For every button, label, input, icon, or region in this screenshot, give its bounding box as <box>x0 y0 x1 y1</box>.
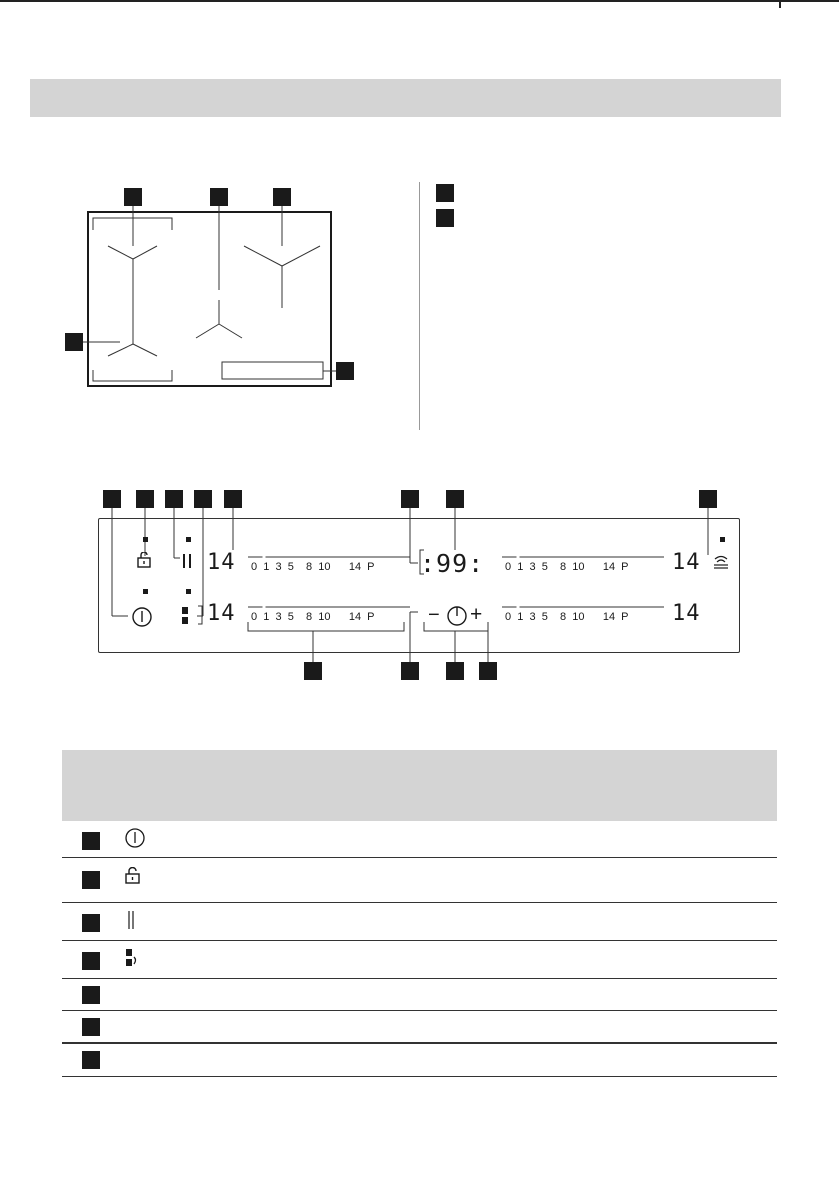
power-display-rear-left: 14 <box>207 601 236 626</box>
row-badge <box>82 871 100 889</box>
power-scale-front-right[interactable]: 0 1 3 5 8 10 14 P <box>505 561 629 573</box>
lock-icon <box>124 867 142 885</box>
indicator-dot <box>143 537 148 542</box>
callout-badge <box>304 662 322 680</box>
lock-icon[interactable] <box>136 552 152 568</box>
table-row <box>62 821 777 858</box>
power-icon[interactable] <box>131 606 153 628</box>
timer-display: :99: <box>420 549 485 578</box>
hob-hood-icon[interactable] <box>712 553 730 571</box>
pause-icon[interactable] <box>181 553 193 569</box>
callout-badge <box>446 662 464 680</box>
table-row <box>62 858 777 903</box>
row-badge <box>82 1018 100 1036</box>
bridge-icon[interactable] <box>180 606 192 626</box>
row-badge <box>82 914 100 932</box>
row-badge <box>82 986 100 1004</box>
table-header <box>62 750 777 821</box>
row-badge <box>82 832 100 850</box>
power-scale-rear-left[interactable]: 0 1 3 5 8 10 14 P <box>251 611 375 623</box>
indicator-dot <box>186 537 191 542</box>
power-display-front-left: 14 <box>207 550 236 575</box>
timer-minus-button[interactable]: − <box>428 604 440 626</box>
callout-badge <box>479 662 497 680</box>
power-display-rear-right: 14 <box>672 601 701 626</box>
power-scale-rear-right[interactable]: 0 1 3 5 8 10 14 P <box>505 611 629 623</box>
table-row <box>62 979 777 1011</box>
timer-icon[interactable] <box>446 605 468 627</box>
callout-badge <box>401 662 419 680</box>
pause-icon <box>124 909 138 931</box>
indicator-dot <box>143 589 148 594</box>
row-badge <box>82 952 100 970</box>
table-row <box>62 1011 777 1043</box>
timer-plus-button[interactable]: + <box>470 603 483 626</box>
table-row <box>62 903 777 941</box>
power-icon <box>124 827 146 849</box>
indicator-dot <box>186 589 191 594</box>
power-display-front-right: 14 <box>672 550 701 575</box>
power-scale-front-left[interactable]: 0 1 3 5 8 10 14 P <box>251 561 375 573</box>
bridge-icon <box>124 948 140 968</box>
indicator-dot <box>720 537 725 542</box>
table-row <box>62 1043 777 1077</box>
table-row <box>62 941 777 979</box>
row-badge <box>82 1051 100 1069</box>
symbol-table <box>62 750 777 1077</box>
